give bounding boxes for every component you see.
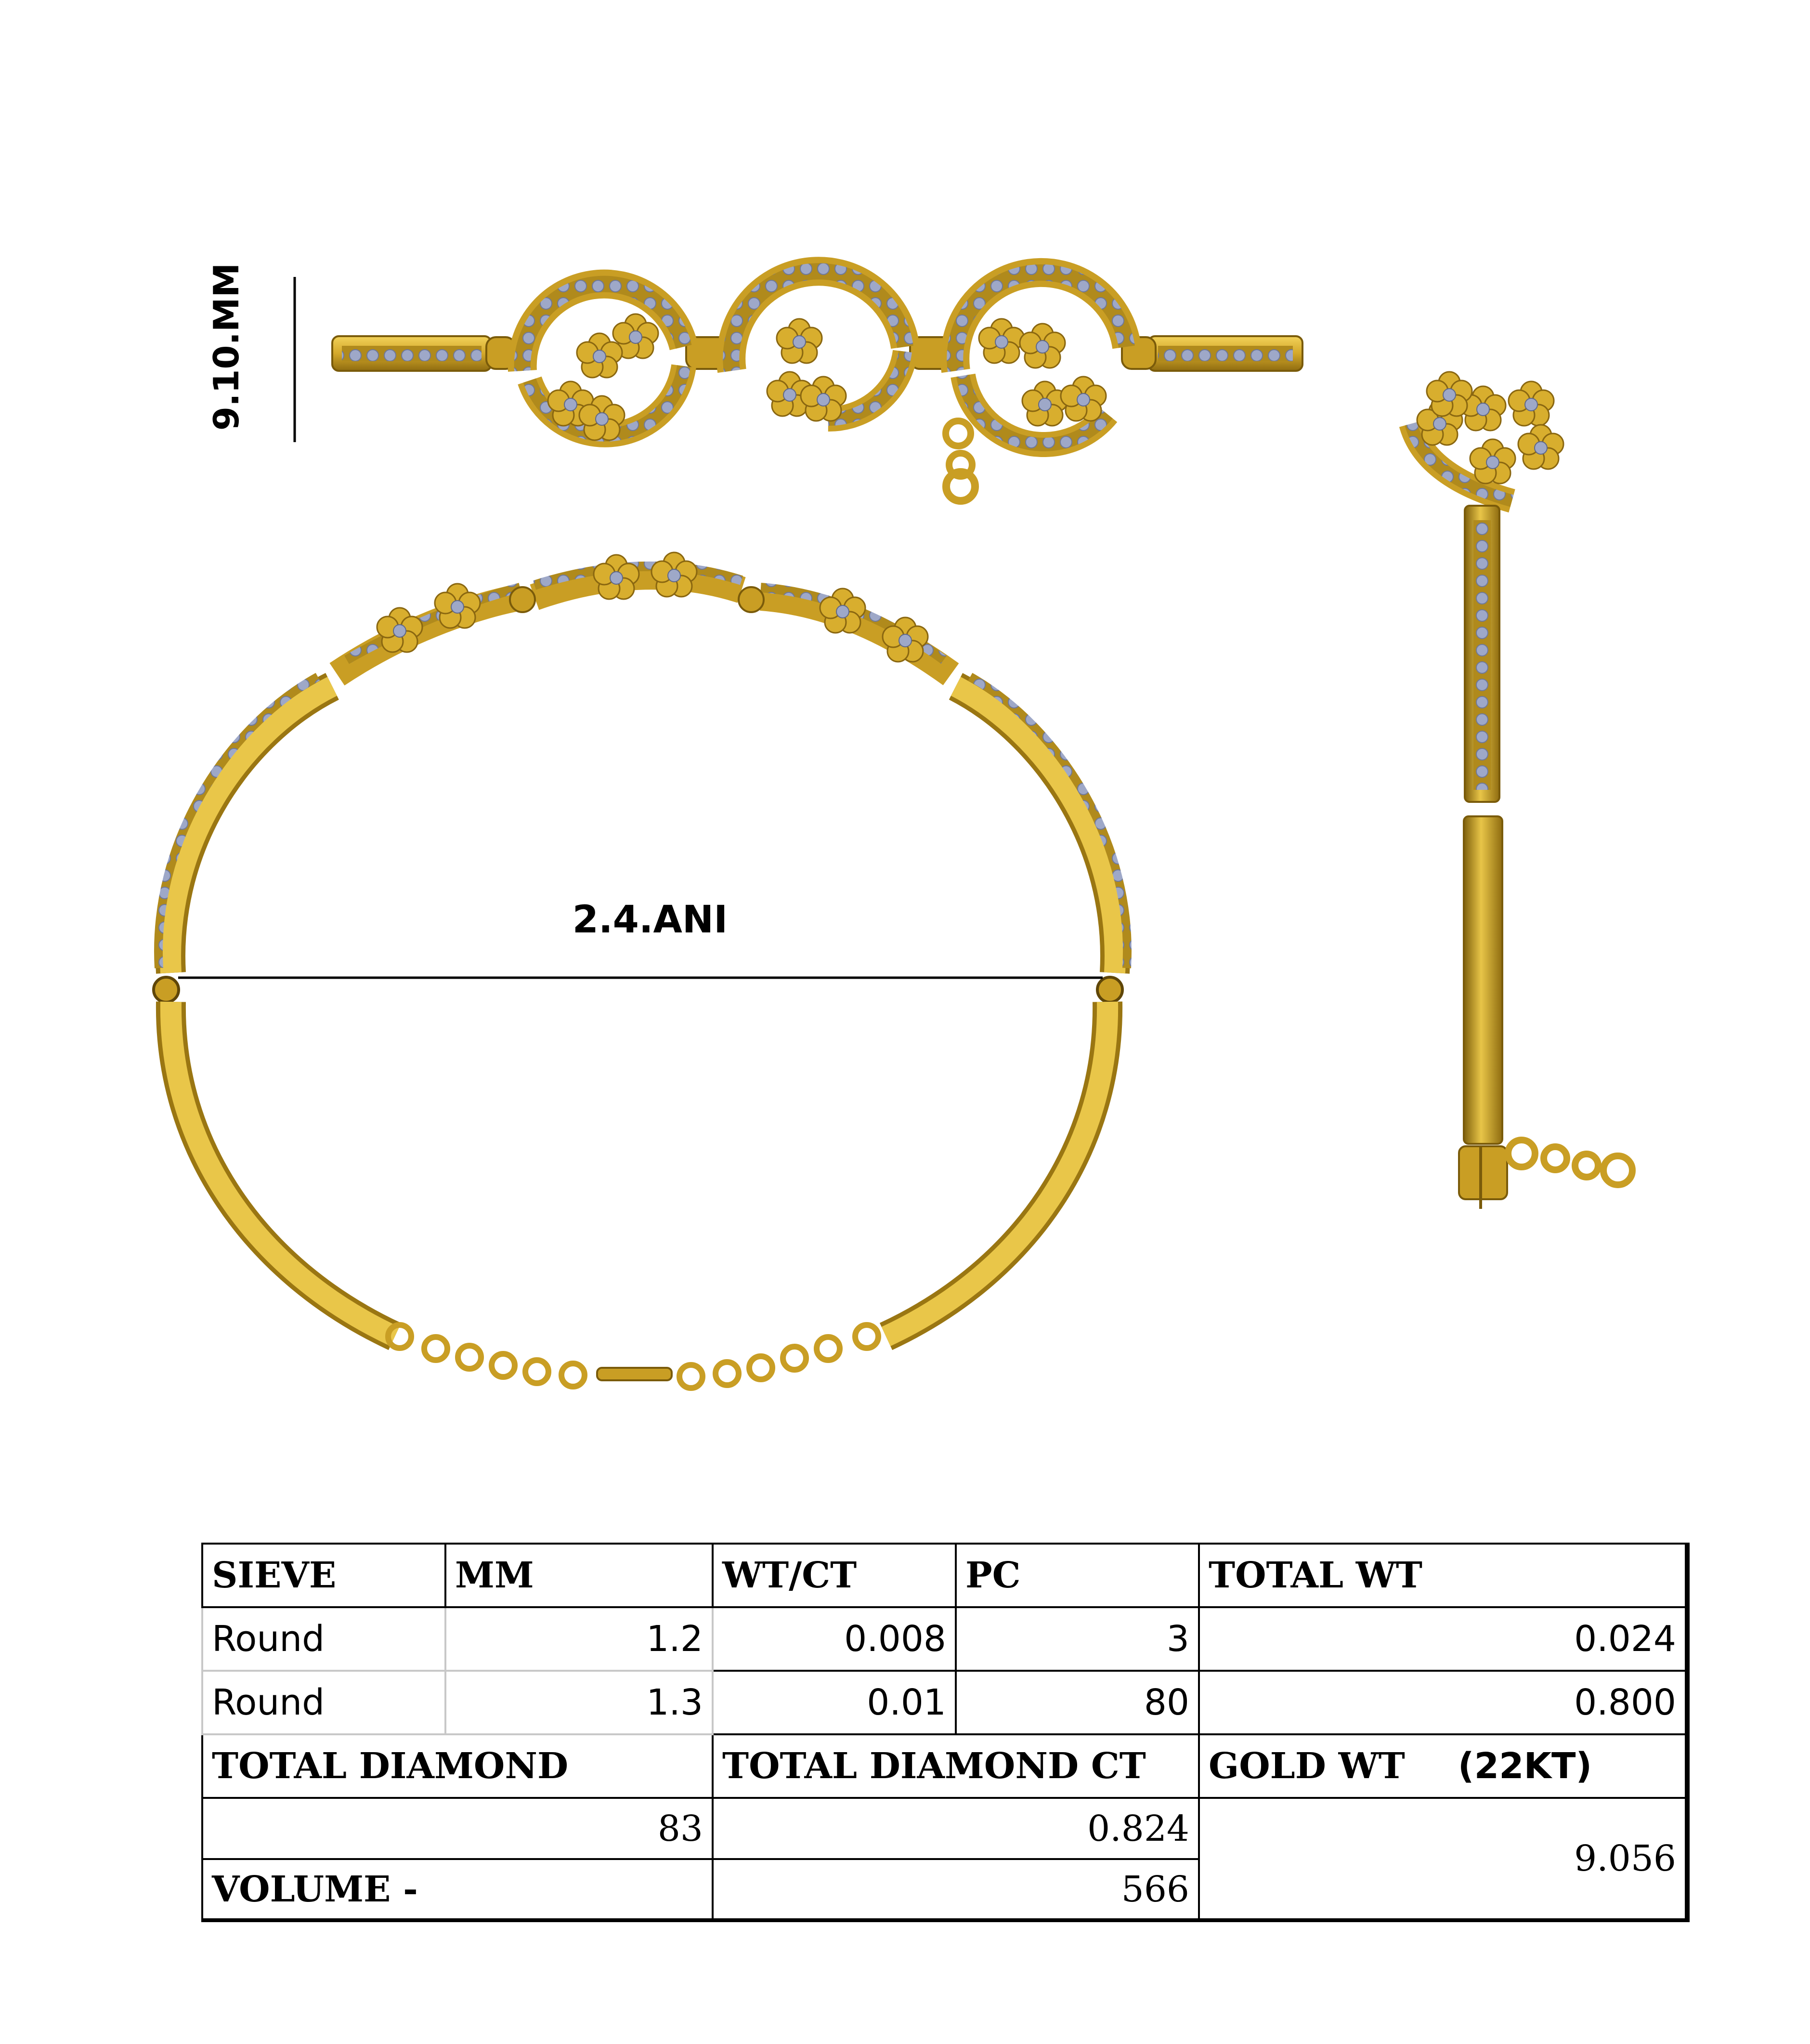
row-2-total-wt: 0.800 (1199, 1671, 1687, 1734)
row-2-wt-ct: 0.01 (713, 1671, 956, 1734)
total-diamond-label: TOTAL DIAMOND (202, 1734, 713, 1798)
table-row (202, 1607, 1687, 1671)
row-1-sieve: Round (202, 1607, 445, 1671)
total-diamond-ct-value: 0.824 (713, 1798, 1199, 1859)
gold-karat: (22KT) (1458, 1745, 1592, 1787)
row-2-pc: 80 (956, 1671, 1199, 1734)
row-1-mm: 1.2 (445, 1607, 713, 1671)
width-dimension-label: 2.4.ANI (572, 898, 728, 942)
total-diamond-value: 83 (202, 1798, 713, 1859)
total-diamond-ct-label: TOTAL DIAMOND CT (713, 1734, 1199, 1798)
row-2-mm: 1.3 (445, 1671, 713, 1734)
row-1-wt-ct: 0.008 (713, 1607, 956, 1671)
top-view (154, 552, 1127, 1388)
height-dimension-label: 9.10.MM (206, 262, 247, 431)
side-view (1411, 372, 1632, 1209)
header-pc: PC (956, 1544, 1199, 1607)
volume-label: VOLUME - (202, 1859, 713, 1920)
row-1-total-wt: 0.024 (1199, 1607, 1687, 1671)
table-header-row (202, 1544, 1687, 1607)
diamond-spec-table (201, 1543, 1690, 1922)
row-2-sieve: Round (202, 1671, 445, 1734)
gold-wt-label: GOLD WT (1209, 1745, 1405, 1787)
gold-wt-value: 9.056 (1199, 1798, 1687, 1920)
header-total-wt: TOTAL WT (1199, 1544, 1687, 1607)
gold-wt-label-cell (1199, 1734, 1687, 1798)
summary-value-row (202, 1798, 1687, 1859)
row-1-pc: 3 (956, 1607, 1199, 1671)
front-view (295, 271, 1302, 501)
summary-label-row (202, 1734, 1687, 1798)
table-row (202, 1671, 1687, 1734)
volume-value: 566 (713, 1859, 1199, 1920)
header-mm: MM (445, 1544, 713, 1607)
header-wt-ct: WT/CT (713, 1544, 956, 1607)
header-sieve: SIEVE (202, 1544, 445, 1607)
